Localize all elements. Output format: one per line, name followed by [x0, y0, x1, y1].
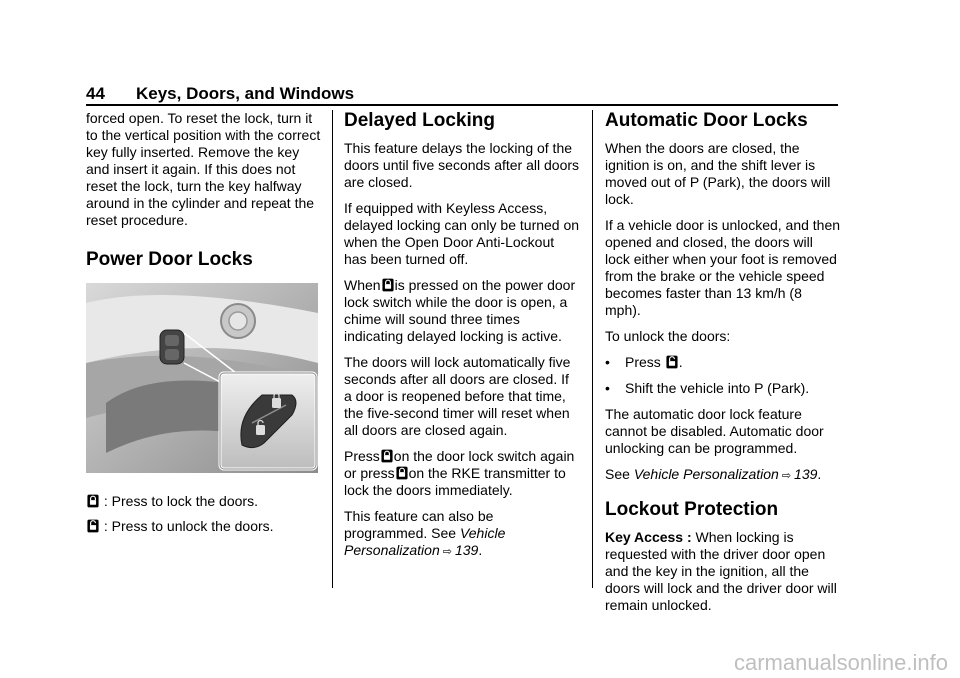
page-ref-arrow-icon: ⇨ [781, 470, 792, 482]
legend-unlock [86, 518, 322, 535]
delayed-p2: If equipped with Keyless Access, delayed locking can only be turned on when the Open Door Anti-Lockout has been turned off. [344, 200, 580, 267]
auto-p1: When the doors are closed, the ignition is on, and the shift lever is moved out of P (Park), the doors will lock. [605, 140, 831, 207]
column-1 [86, 110, 322, 543]
column-2 [344, 110, 580, 570]
watermark: carmanualsonline.info [733, 650, 948, 675]
lockout-p1 [605, 529, 841, 614]
auto-p2: If a vehicle door is unlocked, and then opened and closed, the doors will lock either when your foot is removed from the brake or the vehicle speed becomes faster than 13 km/h (8 mph). [605, 217, 841, 318]
lockout-p1-text: When locking is requested with the driver door open and the key in the ignition, all the doors will lock and the driver door will remain unlocked. [605, 529, 837, 613]
delayed-p6-end: . [478, 542, 483, 558]
auto-p5 [605, 466, 841, 485]
bullet2-text: Shift the vehicle into P (Park). [625, 380, 810, 396]
bullet-item-1 [605, 354, 841, 371]
page-number: 44 [86, 84, 105, 103]
door-lock-switch-image [86, 283, 318, 473]
legend-lock [86, 493, 322, 510]
delayed-p6-a: This feature can also be programmed. See [344, 508, 494, 541]
bullet-dot: • [605, 354, 610, 370]
page-ref-arrow-icon: ⇨ [442, 546, 452, 558]
delayed-p3-a: When [344, 277, 381, 293]
delayed-locking-heading: Delayed Locking [344, 110, 495, 131]
section-title: Keys, Doors, and Windows [136, 84, 355, 103]
column-divider-1 [332, 110, 333, 588]
auto-p4: The automatic door lock feature cannot be disabled. Automatic door unlocking can be programmed. [605, 406, 824, 456]
page-ref-139[interactable]: 139 [454, 542, 479, 558]
automatic-door-locks-heading: Automatic Door Locks [605, 110, 808, 131]
intro-paragraph: forced open. To reset the lock, turn it to the vertical position with the correct key fully inserted. Remove the key and insert it again. If this does not reset the lock, turn the key halfway around in the cylinder and repeat the reset procedure. [86, 110, 321, 228]
delayed-p4: The doors will lock automatically five seconds after all doors are closed. If a door is reopened before that time, the five-second timer will reset when all doors are closed again. [344, 354, 571, 438]
delayed-p6 [344, 508, 580, 561]
header-rule [86, 104, 838, 106]
vehicle-personalization-link[interactable]: Vehicle Personalization [344, 525, 506, 558]
bullet-dot: • [605, 380, 610, 396]
legend-unlock-text: : Press to unlock the doors. [103, 518, 274, 534]
bullet1-text: Press [625, 354, 661, 370]
unlock-icon [87, 519, 99, 533]
column-3 [605, 110, 841, 623]
unlock-icon [666, 355, 678, 369]
auto-p5-a: See [605, 466, 630, 482]
delayed-p3-b: is pressed on the power door lock switch while the door is open, a chime will sound three times indicating delayed locking is active. [344, 277, 576, 344]
bullet1-end: . [678, 354, 683, 370]
key-access-label: Key Access : [605, 529, 692, 545]
delayed-p3 [344, 277, 580, 345]
bullet-item-2 [605, 380, 841, 397]
delayed-p5-b: on the door lock switch again or press [344, 448, 575, 481]
delayed-p5 [344, 448, 580, 499]
lock-icon [382, 278, 394, 292]
lock-icon [87, 494, 99, 508]
lock-legend [86, 493, 322, 535]
page-ref-139[interactable]: 139 [794, 466, 818, 482]
auto-p5-end: . [817, 466, 822, 482]
delayed-p5-c: on the RKE transmitter to lock the doors immediately. [344, 465, 566, 498]
column-divider-2 [592, 110, 593, 588]
legend-lock-text: : Press to lock the doors. [103, 493, 258, 509]
lock-icon [381, 449, 393, 463]
lock-icon [396, 466, 408, 480]
delayed-p1: This feature delays the locking of the doors until five seconds after all doors are closed. [344, 140, 580, 190]
lockout-protection-heading: Lockout Protection [605, 499, 779, 520]
delayed-p5-a: Press [344, 448, 380, 464]
auto-p3: To unlock the doors: [605, 328, 731, 344]
vehicle-personalization-link[interactable]: Vehicle Personalization [633, 466, 779, 482]
power-door-locks-heading: Power Door Locks [86, 249, 253, 270]
